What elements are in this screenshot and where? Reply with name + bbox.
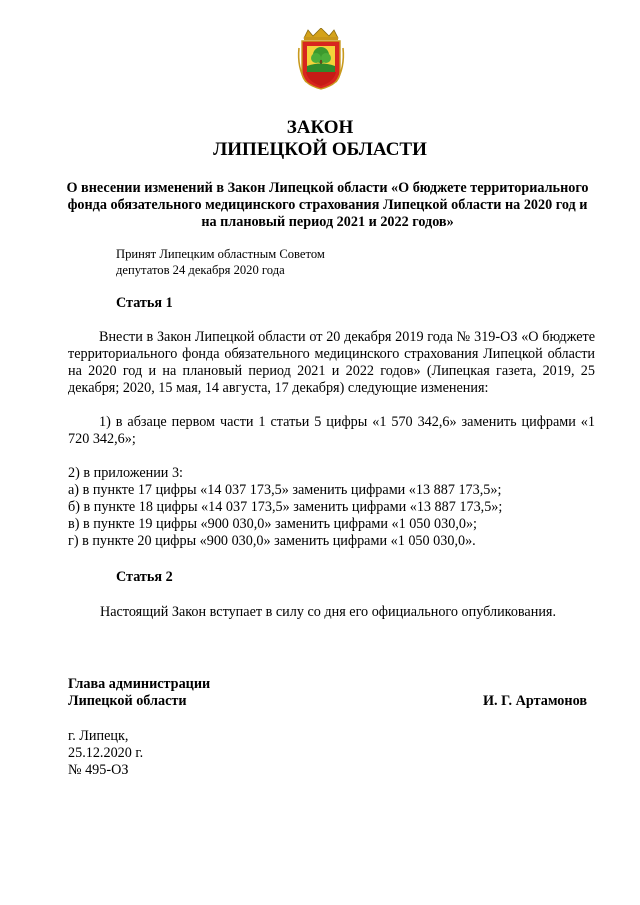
article2-heading: Статья 2 [116,569,173,585]
article1-intro-text: Внести в Закон Липецкой области от 20 декабря 2019 года № 319-ОЗ «О бюджете территориального фонда обязательного медицинского страхования Липецкой области на 2020 год и на плановый период 2021 и 2022 годов» (Липецкая газета, 2019, 25 декабря; 2020, 15 мая, 14 августа, 17 декабря) следующие изменения: [68,329,595,396]
adoption-note [116,247,325,278]
document-title-line1: ЗАКОН [286,117,354,138]
lipetsk-coat-of-arms-icon [296,28,346,90]
article1-item2-heading: 2) в приложении 3: [68,465,183,481]
article1-intro [68,329,595,397]
article1-heading: Статья 1 [116,295,173,311]
article1-item1 [68,414,595,448]
adoption-line2: депутатов 24 декабря 2020 года [116,262,285,277]
signatory-position-line2: Липецкой области [68,693,187,709]
footer-number: № 495-ОЗ [68,762,129,778]
signatory-position-line1: Глава администрации [68,676,211,692]
signatory-name: И. Г. Артамонов [483,693,587,709]
document-title-line2: ЛИПЕЦКОЙ ОБЛАСТИ [213,139,427,160]
footer-city: г. Липецк, [68,728,129,744]
article1-item2 [68,465,502,550]
article1-item1-text: 1) в абзаце первом части 1 статьи 5 цифры «1 570 342,6» заменить цифрами «1 720 342,6»; [68,414,595,447]
law-subject: О внесении изменений в Закон Липецкой области «О бюджете территориального фонда обязательного медицинского страхования Липецкой области на 2020 год и на плановый период 2021 и 2022 годов» [66,180,589,230]
footer-date: 25.12.2020 г. [68,745,144,761]
article2-text: Настоящий Закон вступает в силу со дня его официального опубликования. [100,604,556,620]
document-footer [68,728,143,779]
adoption-line1: Принят Липецким областным Советом [116,247,325,261]
article1-item2-line-b: б) в пункте 18 цифры «14 037 173,5» заменить цифрами «13 887 173,5»; [68,499,503,515]
article1-item2-line-c: в) в пункте 19 цифры «900 030,0» заменить цифрами «1 050 030,0»; [68,516,477,532]
article1-item2-line-d: г) в пункте 20 цифры «900 030,0» заменить цифрами «1 050 030,0». [68,533,476,549]
article1-item2-line-a: а) в пункте 17 цифры «14 037 173,5» заменить цифрами «13 887 173,5»; [68,482,502,498]
